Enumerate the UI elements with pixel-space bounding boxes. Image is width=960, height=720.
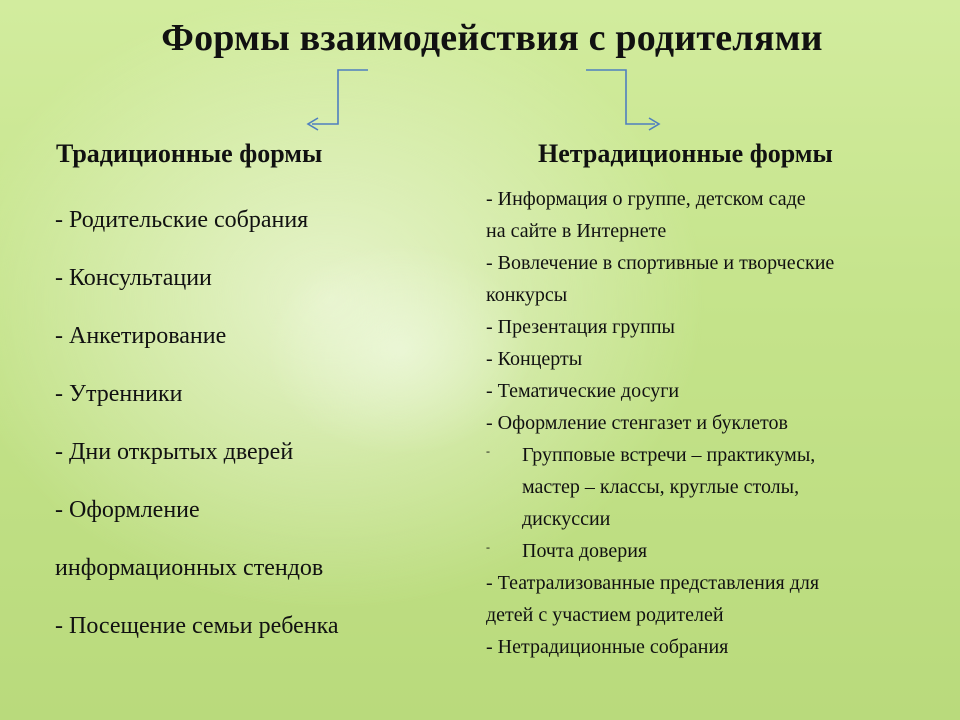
list-item: - Анкетирование [55,323,227,349]
slide-title: Формы взаимодействия с родителями [161,17,823,59]
traditional-forms-list [55,200,475,664]
nontraditional-forms-list [486,183,956,663]
list-item: - Презентация группы [486,316,675,338]
list-item: информационных стендов [55,555,324,581]
list-item: - Нетрадиционные собрания [486,636,729,658]
bulleted-item-line [486,535,956,567]
list-item: - Родительские собрания [55,207,309,233]
list-item: - Посещение семьи ребенка [55,613,339,639]
nontraditional-forms-heading: Нетрадиционные формы [538,139,833,168]
list-item: - Тематические досуги [486,380,680,402]
list-item: - Информация о группе, детском саде [486,188,806,210]
bullet-dash: - [486,444,490,458]
bulleted-item-line [486,471,956,503]
list-item-text: Почта доверия [522,540,648,562]
list-item: конкурсы [486,284,568,306]
list-item: - Оформление стенгазет и буклетов [486,412,788,434]
list-item: - Утренники [55,381,183,407]
list-item: - Консультации [55,265,212,291]
list-item: - Оформление [55,497,200,523]
bulleted-item-line [486,439,956,471]
list-item: - Театрализованные представления для [486,572,820,594]
list-item-text: Групповые встречи – практикумы, [522,444,816,466]
list-item: - Вовлечение в спортивные и творческие [486,252,835,274]
arrow-right-icon [586,70,659,130]
traditional-forms-heading: Традиционные формы [56,139,323,168]
list-item-text: мастер – классы, круглые столы, [522,476,800,498]
arrow-left-icon [308,70,368,130]
list-item: - Дни открытых дверей [55,439,294,465]
list-item: - Концерты [486,348,583,370]
list-item: на сайте в Интернете [486,220,667,242]
list-item-text: дискуссии [522,508,611,530]
list-item: детей с участием родителей [486,604,724,626]
bullet-dash: - [486,540,490,554]
bulleted-item-line [486,503,956,535]
